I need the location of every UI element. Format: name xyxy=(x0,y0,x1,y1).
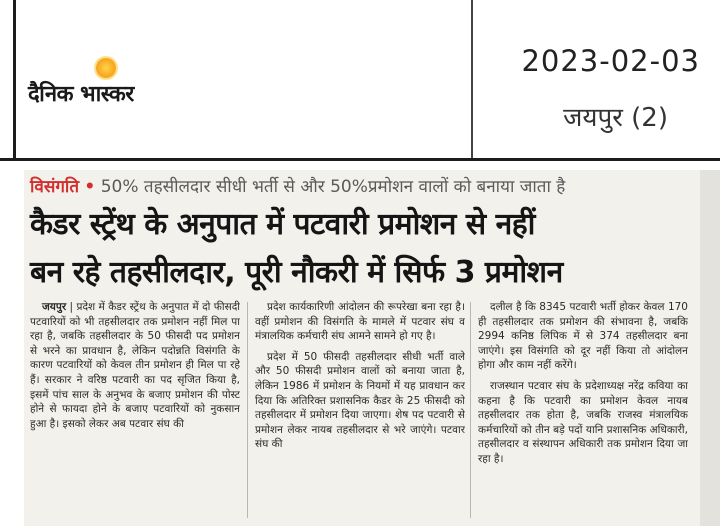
column-rule xyxy=(470,302,471,518)
header-bottom-border xyxy=(0,158,720,161)
paragraph: प्रदेश कार्यकारिणी आंदोलन की रूपरेखा बना रहा है। वहीं प्रमोशन की विसंगति के मामले में पटवार संघ व मंत्रालयिक कर्मचारी संघ आमने सामने हो गए है। xyxy=(255,301,465,343)
paragraph: जयपुर | प्रदेश में कैडर स्ट्रेंथ के अनुपात में दो फीसदी पटवारियों को भी तहसीलदार तक प्रमोशन नहीं मिल पा रहा है, जबकि तहसीलदार के 50 फीसदी पद प्रमोशन से भरने का प्रावधान है, लेकिन पदोन्नति विसंगति के कारण पटवारियों को केवल तीन प्रमोशन ही मिल पा रहे हैं। सरकार ने वरिष्ठ पटवारी का पद सृजित किया है, इसमें पांच साल के अनुभव के बजाए प्रमोशन की पोस्ट होने से फायदा होने के बजाए पटवारियों को नुकसान हुआ है। इसको लेकर अब पटवार संघ की xyxy=(30,301,240,430)
kicker-label: विसंगति xyxy=(30,177,80,197)
sun-icon xyxy=(96,58,116,78)
headline-line-2: बन रहे तहसीलदार, पूरी नौकरी में सिर्फ 3 प्रमोशन xyxy=(30,255,563,290)
header-divider xyxy=(471,0,473,160)
paragraph: राजस्थान पटवार संघ के प्रदेशाध्यक्ष नरेंद्र कविया का कहना है कि पटवारी का प्रमोशन केवल नायब तहसीलदार तक होता है, जबकि राजस्व मंत्रालयिक कर्मचारियों को तीन बड़े पदों यानि प्रशासनिक अधिकारी, तहसीलदार व संस्थापन अधिकारी तक प्रमोशन दिया जा रहा है। xyxy=(478,379,688,465)
headline-line-1: कैडर स्ट्रेंथ के अनुपात में पटवारी प्रमोशन से नहीं xyxy=(30,207,535,242)
column-rule xyxy=(247,302,248,518)
kicker-text: 50% तहसीलदार सीधी भर्ती से और 50%प्रमोशन वालों को बनाया जाता है xyxy=(100,177,566,197)
adjacent-column-edge xyxy=(700,170,720,526)
paragraph-text: प्रदेश में कैडर स्ट्रेंथ के अनुपात में दो फीसदी पटवारियों को भी तहसीलदार तक प्रमोशन नहीं मिल पा रहा है, जबकि तहसीलदार के 50 फीसदी पद प्रमोशन से भरने का प्रावधान है, लेकिन पदोन्नति विसंगति के कारण पटवारियों को केवल तीन प्रमोशन ही मिल पा रहे हैं। सरकार ने वरिष्ठ पटवारी का पद सृजित किया है, इसमें पांच साल के अनुभव के बजाए प्रमोशन की पोस्ट होने से फायदा होने के बजाए पटवारियों को नुकसान हुआ है। इसको लेकर अब पटवार संघ की xyxy=(30,301,240,430)
paragraph: दलील है कि 8345 पटवारी भर्ती होकर केवल 170 ही तहसीलदार तक प्रमोशन की संभावना है, जबकि 2994 कनिष्ठ लिपिक में से 374 तहसीलदार बना जाएंगे। इस विसंगति को दूर नहीं किया तो आंदोलन होगा और काम नहीं करेंगे। xyxy=(478,301,688,372)
article-column-3 xyxy=(478,300,688,522)
kicker-bullet: • xyxy=(84,177,96,197)
article-column-1 xyxy=(30,300,240,522)
logo-text: दैनिक भास्कर xyxy=(28,82,134,107)
edition-date: 2023-02-03 xyxy=(521,44,700,78)
newspaper-logo xyxy=(28,56,208,116)
edition-city-page: जयपुर (2) xyxy=(563,103,668,133)
article-kicker xyxy=(30,174,565,197)
clipping-header xyxy=(0,0,720,160)
dateline: जयपुर xyxy=(42,301,67,313)
article-column-2 xyxy=(255,300,465,522)
paragraph: प्रदेश में 50 फीसदी तहसीलदार सीधी भर्ती वाले और 50 फीसदी प्रमोशन वालों को बनाया जाता है, लेकिन 1986 में प्रमोशन के नियमों में यह प्रावधान कर दिया कि अतिरिक्त प्रशासनिक कैडर के 25 फीसदी को तहसीलदार में प्रमोशन दिया जाएगा। शेष पद पटवारी से प्रमोशन लेकर नायब तहसीलदार से भरे जाएंगे। पटवार संघ की xyxy=(255,350,465,451)
header-left-border xyxy=(13,0,16,160)
